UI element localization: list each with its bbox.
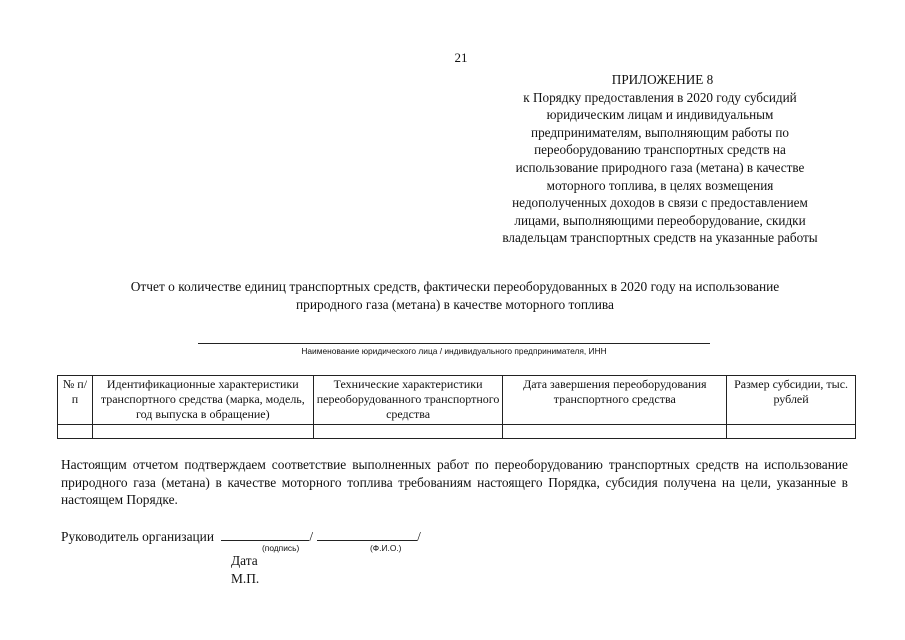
signature-caption: (подпись): [262, 543, 300, 553]
appendix-line: использование природного газа (метана) в качестве: [515, 159, 805, 175]
table-cell[interactable]: [92, 425, 313, 439]
table-cell[interactable]: [313, 425, 503, 439]
appendix-title: ПРИЛОЖЕНИЕ 8: [611, 72, 714, 87]
entity-name-caption: Наименование юридического лица / индивидуального предпринимателя, ИНН: [301, 346, 607, 356]
seal-label: М.П.: [231, 571, 260, 586]
signature-field[interactable]: [221, 526, 309, 541]
table-cell[interactable]: [727, 425, 856, 439]
appendix-line: переоборудованию транспортных средств на: [534, 142, 786, 158]
signature-label: Руководитель организации: [61, 529, 215, 544]
appendix-line: предпринимателям, выполняющим работы по: [531, 124, 789, 140]
column-header-technical: Технические характеристики переоборудованного транспортного средства: [313, 376, 503, 425]
appendix-line: лицами, выполняющими переоборудование, скидки: [514, 212, 806, 228]
entity-name-field[interactable]: [198, 343, 710, 344]
column-header-subsidy-amount: Размер субсидии, тыс. рублей: [727, 376, 856, 425]
signature-separator: /: [309, 529, 314, 544]
full-name-caption: (Ф.И.О.): [370, 543, 402, 553]
appendix-line: к Порядку предоставления в 2020 году субсидий: [523, 89, 797, 105]
appendix-header: [470, 71, 850, 247]
table-header-row: [58, 376, 856, 425]
report-table: [57, 375, 856, 439]
full-name-field[interactable]: [317, 526, 417, 541]
column-header-completion-date: Дата завершения переоборудования транспортного средства: [503, 376, 727, 425]
appendix-line: юридическим лицам и индивидуальным: [546, 107, 774, 123]
appendix-line: владельцам транспортных средств на указанные работы: [502, 230, 818, 246]
appendix-line: моторного топлива, в целях возмещения: [546, 177, 774, 193]
signature-separator: /: [417, 529, 421, 544]
confirmation-paragraph: Настоящим отчетом подтверждаем соответствие выполненных работ по переоборудованию транспортных средств на использование природного газа (метана) в качестве моторного топлива требованиям настоящего Порядка, субсидия получена на цели, указанные в настоящем Порядке.: [61, 457, 848, 508]
column-header-identification: Идентификационные характеристики транспортного средства (марка, модель, год выпуска в обращение): [92, 376, 313, 425]
table-cell[interactable]: [58, 425, 93, 439]
page-number: 21: [454, 50, 468, 65]
appendix-line: недополученных доходов в связи с предоставлением: [512, 195, 808, 211]
date-label: Дата: [231, 553, 258, 568]
report-title: [60, 278, 850, 313]
report-title-line-1: Отчет о количестве единиц транспортных средств, фактически переоборудованных в 2020 году на использование: [130, 279, 780, 294]
table-cell[interactable]: [503, 425, 727, 439]
column-header-number: № п/п: [58, 376, 93, 425]
table-row: [58, 425, 856, 439]
report-title-line-2: природного газа (метана) в качестве моторного топлива: [296, 296, 614, 312]
